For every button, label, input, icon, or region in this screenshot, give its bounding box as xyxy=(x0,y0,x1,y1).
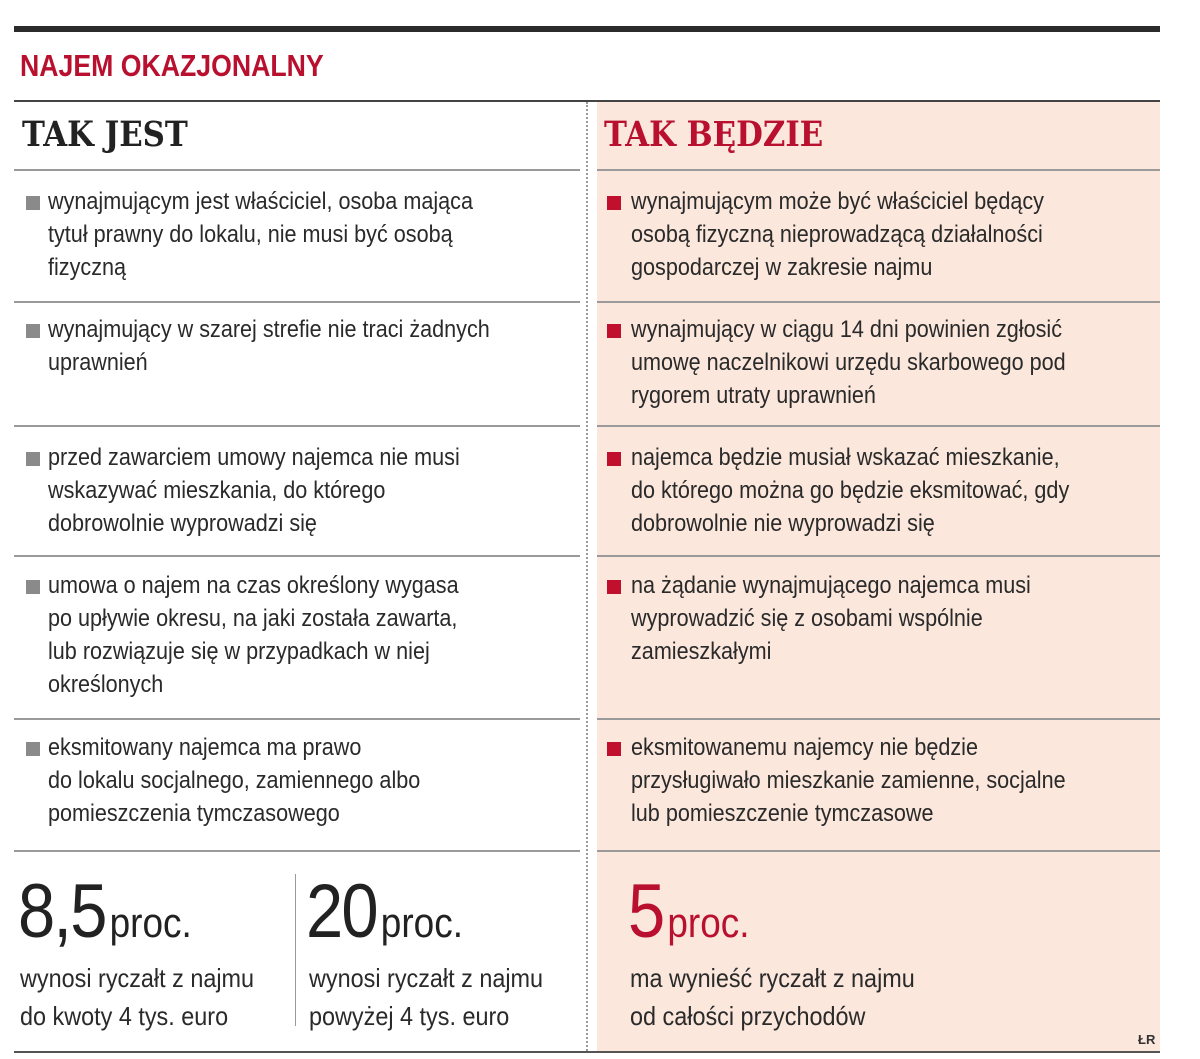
column-header-future: TAK BĘDZIE xyxy=(604,114,824,155)
row-divider xyxy=(597,718,1160,720)
text-line: osobą fizyczną nieprowadzącą działalności xyxy=(631,221,1043,248)
stat-rate-low xyxy=(18,868,192,955)
stat-description xyxy=(20,959,254,1035)
row-divider xyxy=(14,425,580,427)
comparison-cell-now xyxy=(48,313,575,379)
text-line: umowa o najem na czas określony wygasa xyxy=(48,572,459,599)
text-line: wynajmującym może być właściciel będący xyxy=(631,188,1044,215)
column-header-now: TAK JEST xyxy=(22,114,188,155)
text-line: dobrowolnie nie wyprowadzi się xyxy=(631,510,935,537)
text-line: fizyczną xyxy=(48,254,127,281)
text-line: tytuł prawny do lokalu, nie musi być osobą xyxy=(48,221,453,248)
text-line: umowę naczelnikowi urzędu skarbowego pod xyxy=(631,349,1066,376)
comparison-cell-now xyxy=(48,185,575,284)
row-divider xyxy=(14,301,580,303)
text-line: określonych xyxy=(48,671,164,698)
bullet-square-icon xyxy=(26,452,40,466)
text-line: przysługiwało mieszkanie zamienne, socjalne xyxy=(631,767,1066,794)
text-line: wynajmujący w ciągu 14 dni powinien zgłosić xyxy=(631,316,1063,343)
text-line: zamieszkałymi xyxy=(631,638,772,665)
text-line: najemca będzie musiał wskazać mieszkanie, xyxy=(631,444,1060,471)
stat-number: 8,5 xyxy=(18,869,106,954)
text-line: na żądanie wynajmującego najemca musi xyxy=(631,572,1031,599)
comparison-cell-future xyxy=(631,185,1157,284)
bullet-square-icon xyxy=(26,742,40,756)
row-divider xyxy=(14,169,580,171)
stat-rate-high xyxy=(306,868,463,955)
comparison-cell-future xyxy=(631,731,1157,830)
text-line: przed zawarciem umowy najemca nie musi xyxy=(48,444,460,471)
stat-description xyxy=(309,959,543,1035)
stat-unit: proc. xyxy=(380,899,463,946)
author-credit: ŁR xyxy=(1138,1032,1156,1047)
text-line: gospodarczej w zakresie najmu xyxy=(631,254,933,281)
text-line: rygorem utraty uprawnień xyxy=(631,382,876,409)
bullet-square-icon xyxy=(26,324,40,338)
stat-unit: proc. xyxy=(667,899,750,946)
text-line: wskazywać mieszkania, do którego xyxy=(48,477,386,504)
text-line: od całości przychodów xyxy=(630,1001,866,1031)
stat-rate-new xyxy=(628,868,750,955)
row-divider xyxy=(597,850,1160,852)
text-line: eksmitowanemu najemcy nie będzie xyxy=(631,734,978,761)
text-line: wyprowadzić się z osobami wspólnie xyxy=(631,605,983,632)
stat-unit: proc. xyxy=(109,899,192,946)
text-line: uprawnień xyxy=(48,349,148,376)
row-divider xyxy=(597,169,1160,171)
top-rule xyxy=(14,26,1160,32)
comparison-cell-now xyxy=(48,569,575,701)
text-line: lub pomieszczenie tymczasowe xyxy=(631,800,934,827)
text-line: do lokalu socjalnego, zamiennego albo xyxy=(48,767,421,794)
stat-number: 5 xyxy=(628,869,664,954)
row-divider xyxy=(597,301,1160,303)
stat-number: 20 xyxy=(306,869,377,954)
row-divider xyxy=(14,850,580,852)
comparison-cell-now xyxy=(48,731,575,830)
bullet-square-icon xyxy=(607,742,621,756)
text-line: ma wynieść ryczałt z najmu xyxy=(630,963,915,993)
bullet-square-icon xyxy=(607,580,621,594)
text-line: dobrowolnie wyprowadzi się xyxy=(48,510,317,537)
bullet-square-icon xyxy=(26,580,40,594)
column-divider xyxy=(586,102,594,1051)
text-line: pomieszczenia tymczasowego xyxy=(48,800,340,827)
comparison-cell-future xyxy=(631,313,1157,412)
stat-description xyxy=(630,959,915,1035)
text-line: do kwoty 4 tys. euro xyxy=(20,1001,229,1031)
row-divider xyxy=(14,555,580,557)
stat-divider xyxy=(295,874,296,1026)
comparison-cell-now xyxy=(48,441,575,540)
page-title: NAJEM OKAZJONALNY xyxy=(20,48,324,83)
text-line: wynosi ryczałt z najmu xyxy=(20,963,255,993)
text-line: po upływie okresu, na jaki została zawarta, xyxy=(48,605,458,632)
text-line: eksmitowany najemca ma prawo xyxy=(48,734,362,761)
text-line: powyżej 4 tys. euro xyxy=(309,1001,510,1031)
row-divider xyxy=(14,718,580,720)
text-line: do którego można go będzie eksmitować, gdy xyxy=(631,477,1070,504)
text-line: lub rozwiązuje się w przypadkach w niej xyxy=(48,638,430,665)
comparison-cell-future xyxy=(631,441,1157,540)
bullet-square-icon xyxy=(26,196,40,210)
bullet-square-icon xyxy=(607,196,621,210)
text-line: wynajmujący w szarej strefie nie traci żadnych xyxy=(48,316,490,343)
row-divider xyxy=(597,555,1160,557)
bottom-rule xyxy=(14,1051,1160,1053)
row-divider xyxy=(597,425,1160,427)
text-line: wynosi ryczałt z najmu xyxy=(309,963,544,993)
bullet-square-icon xyxy=(607,324,621,338)
comparison-cell-future xyxy=(631,569,1157,668)
bullet-square-icon xyxy=(607,452,621,466)
text-line: wynajmującym jest właściciel, osoba mająca xyxy=(48,188,473,215)
